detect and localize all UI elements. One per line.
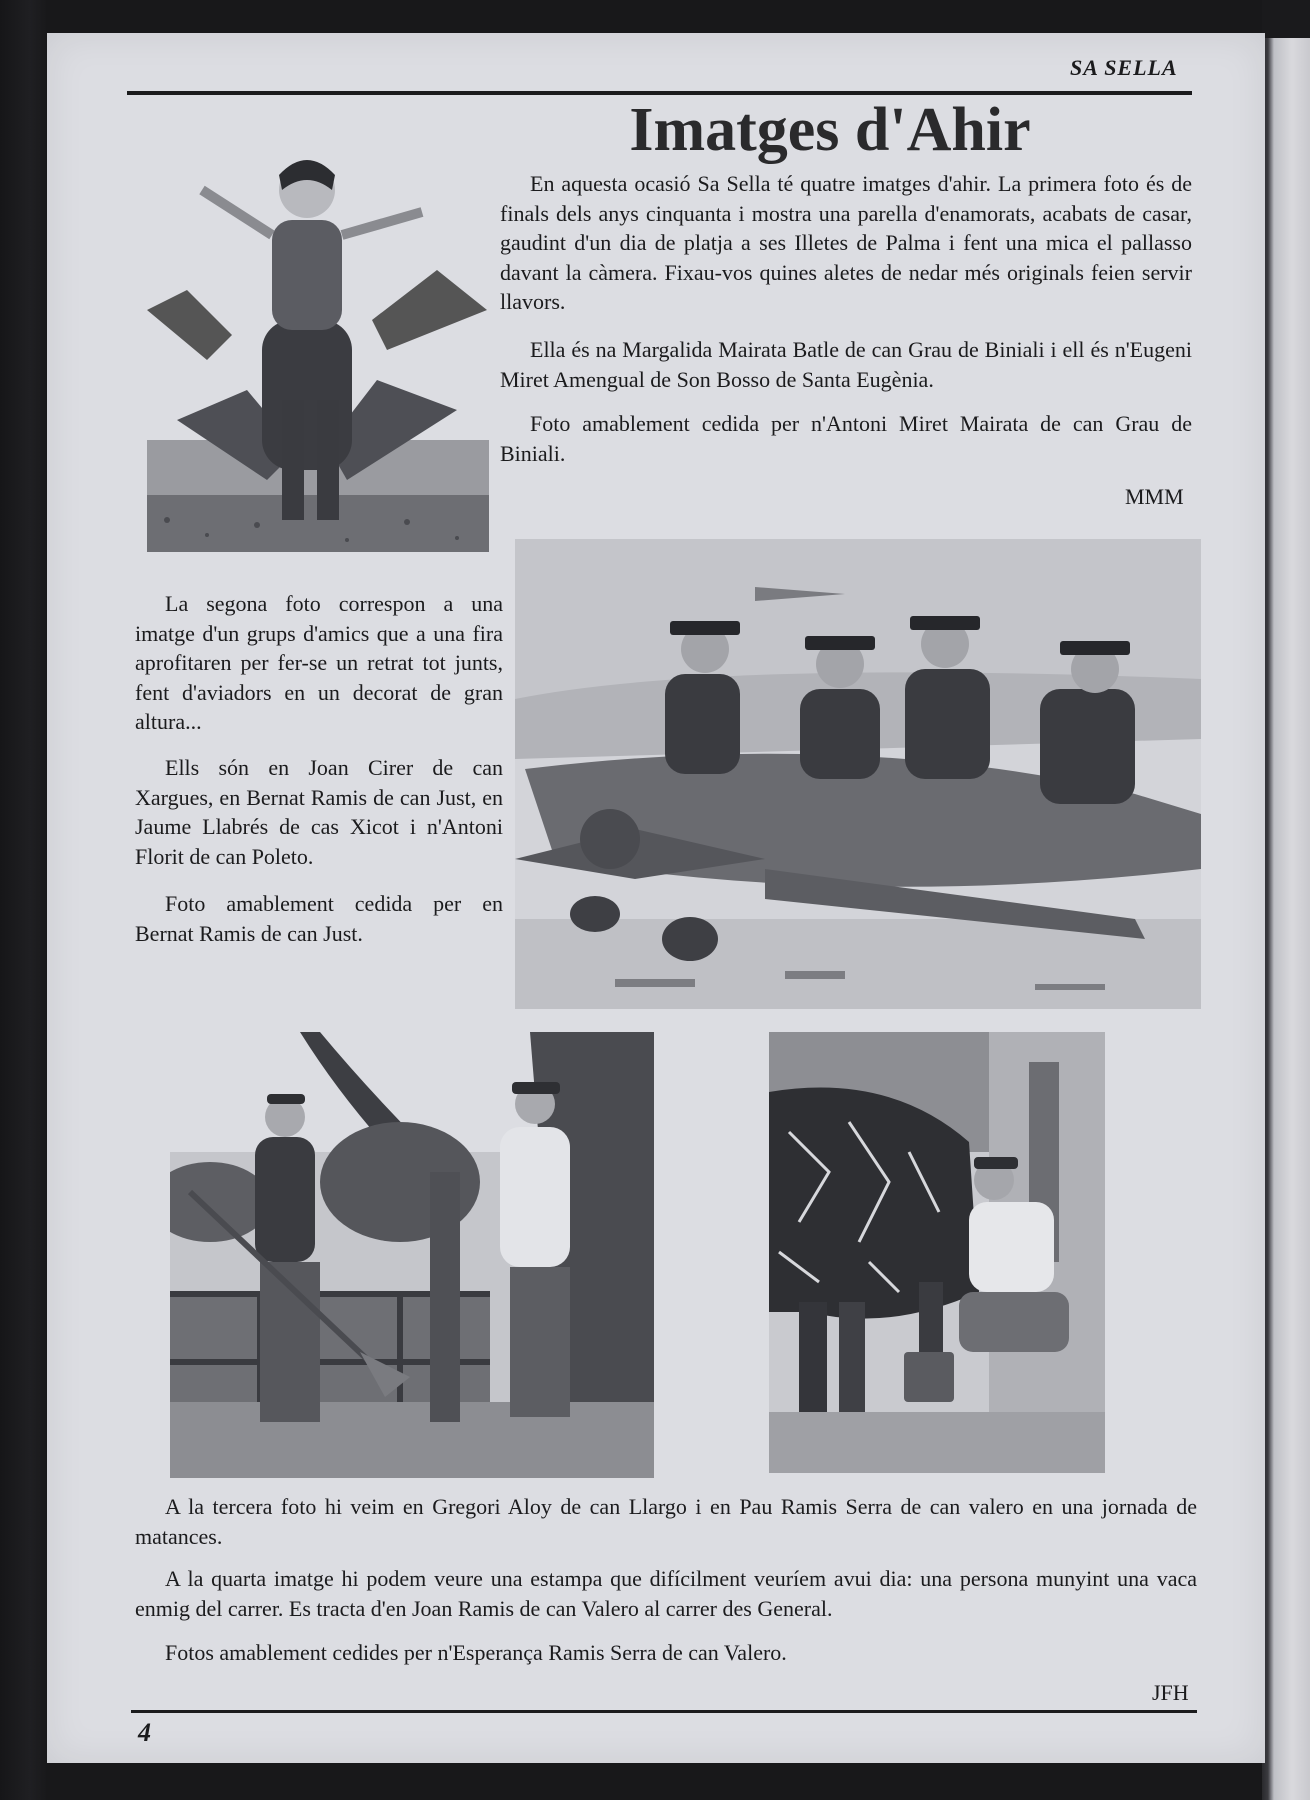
photo-matances: [170, 1032, 654, 1478]
intro-paragraph: En aquesta ocasió Sa Sella té quatre imatges d'ahir. La primera foto és de finals dels anys cinquanta i mostra una parella d'enamorats, acabats de casar, gaudint d'un dia de platja a ses Illetes de Palma i fent una mica el pallasso davant la càmera. Fixau-vos quines aletes de nedar més originals feien servir llavors.: [500, 171, 1192, 314]
photo-vaca-carrer: [769, 1032, 1105, 1473]
second-paragraph: Foto amablement cedida per en Bernat Ramis de can Just.: [135, 891, 503, 946]
intro-paragraph: Foto amablement cedida per n'Antoni Miret Mairata de can Grau de Biniali.: [500, 411, 1192, 466]
signature-jfh: JFH: [1152, 1680, 1189, 1705]
second-paragraph: Ells són en Joan Cirer de can Xargues, en Bernat Ramis de can Just, en Jaume Llabrés de cas Xicot i n'Antoni Florit de can Poleto.: [135, 755, 503, 869]
third-paragraph: A la tercera foto hi veim en Gregori Aloy de can Llargo i en Pau Ramis Serra de can valero en una jornada de matances.: [135, 1494, 1197, 1549]
signature-mmm: MMM: [1125, 484, 1184, 509]
fourth-paragraph: A la quarta imatge hi podem veure una estampa que difícilment veuríem avui dia: una persona munyint una vaca enmig del carrer. Es tracta d'en Joan Ramis de can Valero al carrer des General.: [135, 1566, 1197, 1621]
adjacent-page-edge: [1262, 0, 1310, 1800]
photo-airplane-friends: [515, 539, 1201, 1009]
credits-paragraph: Fotos amablement cedides per n'Esperança Ramis Serra de can Valero.: [165, 1640, 787, 1665]
photo-couple-beach: [147, 150, 489, 552]
footer-rule: [131, 1710, 1197, 1713]
running-title: SA SELLA: [1070, 55, 1178, 80]
intro-paragraph: Ella és na Margalida Mairata Batle de can Grau de Biniali i ell és n'Eugeni Miret Amengual de Son Bosso de Santa Eugènia.: [500, 337, 1192, 392]
article-title: Imatges d'Ahir: [629, 96, 1031, 164]
header-rule: [127, 91, 1192, 95]
page-number: 4: [138, 1718, 151, 1747]
second-paragraph: La segona foto correspon a una imatge d'un grups d'amics que a una fira aprofitaren per fer-se un retrat tot junts, fent d'aviadors en un decorat de gran altura...: [135, 591, 503, 734]
